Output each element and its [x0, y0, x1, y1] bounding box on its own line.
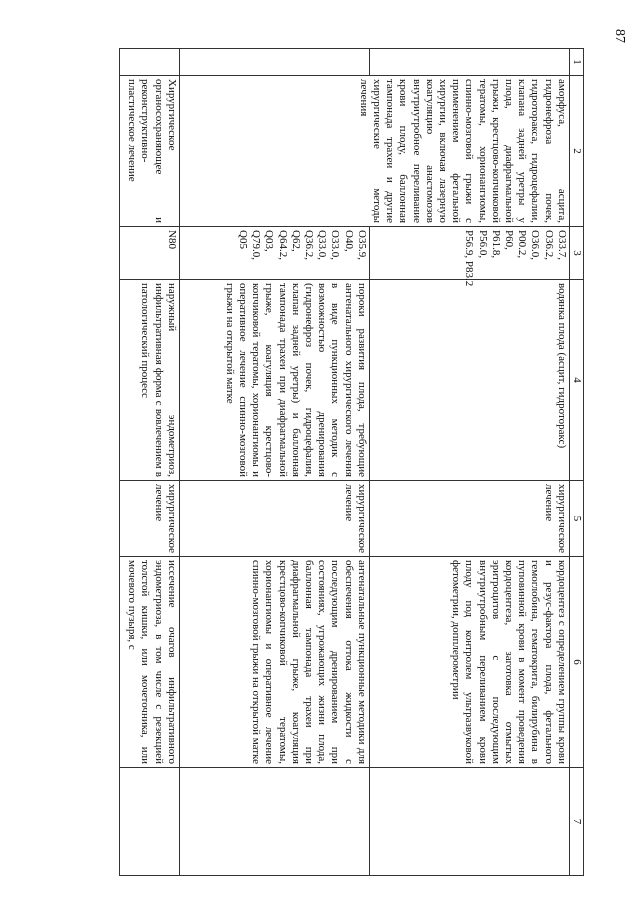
- row-number-cell: [369, 49, 569, 76]
- icd-code: P56.9, P83.2: [463, 230, 476, 287]
- cost-cell: [369, 768, 569, 876]
- method-cell: антенатальные пункционные методики для обеспечения оттока жидкости с последующим дренированием при состояниях, угрожающих жизни плода, баллонная тампонада трахеи при диафрагмальной грыже, коагуляция крестцово-копчиковой тератомы, хорионангиомы и оперативное лечение спинно-мозговой грыжи на открытой матке: [179, 557, 369, 768]
- icd-code: Q03,: [263, 230, 276, 252]
- icd-code: Q05: [236, 230, 249, 249]
- icd-code: O35.9,: [355, 230, 368, 260]
- diagnosis-cell: наружный эндометриоз, инфильтративная форма с вовлечением в патологический процесс: [119, 280, 179, 481]
- column-header: 3: [569, 227, 583, 280]
- icd-code: O33.0,: [329, 230, 342, 260]
- treatment-type-cell: хирургическое лечение: [179, 481, 369, 557]
- treatment-type-cell: хирургическое лечение: [119, 481, 179, 557]
- rotated-page-content: [74, 48, 584, 868]
- icd-codes-cell: [119, 227, 179, 280]
- method-cell: кордоцентез с определением группы крови и резус-фактора плода, фетального гемоглобина, гематокрита, билирубина в пуповинной крови в момент проведения кордоцентеза, заготовка отмытых эритроцитов с последующим внутриутробным переливанием крови плоду под контролем ультразвуковой фетометрии, допплерометрии: [369, 557, 569, 768]
- page-number: 87: [612, 29, 627, 43]
- icd-code: P00.2,: [516, 230, 529, 259]
- table-row: [119, 49, 179, 876]
- column-header: 5: [569, 481, 583, 557]
- care-type-cell: аморфуса, асцита, гидронефроза почек, гидроторакса, гидроцефалии, клапана задней уретры у плода, диафрагмальной грыжи, крестцово-копчиковой тератомы, хорионангиомы, спинно-мозговой грыжи с применением фетальной хирургии, включая лазерную коагуляцию анастомозов внутриутробное переливание крови плоду, баллонная тампонада трахеи и другие хирургические методы лечения: [179, 76, 569, 227]
- icd-codes-cell: [369, 227, 569, 287]
- row-number-cell: [119, 49, 179, 76]
- icd-code: P56.0,: [476, 230, 489, 259]
- icd-code: Q62,: [289, 230, 302, 252]
- column-header: 1: [569, 49, 583, 76]
- icd-code: O36.2,: [542, 230, 555, 260]
- column-number-row: [569, 49, 583, 876]
- icd-code: Q36.2,: [302, 230, 315, 260]
- icd-code: P60,: [502, 230, 515, 250]
- method-cell: иссечение очагов инфильтративного эндометриоза, в том числе с резекцией толстой кишки, или мочеточника, или мочевого пузыря, с: [119, 557, 179, 768]
- care-type-cell: Хирургическое органосохраняющее и реконструктивно-пластическое лечение: [119, 76, 179, 227]
- icd-code: Q33.0,: [316, 230, 329, 260]
- row-number-cell: [179, 49, 369, 76]
- cost-cell: [179, 768, 369, 876]
- column-header: 4: [569, 280, 583, 481]
- icd-codes-cell: [179, 227, 369, 280]
- diagnosis-cell: пороки развития плода, требующие антенатального хирургического лечения в виде пункционных методик с возможностью дренирования (гидронефроз почек, гидроцефалия, клапан задней уретры) и баллонная тампонада трахеи при диафрагмальной грыже, коагуляция крестцово-копчиковой тератомы, хорионангиомы и оперативное лечение спинно-мозговой грыжи на открытой матке: [179, 280, 369, 481]
- column-header: 2: [569, 76, 583, 227]
- icd-code: O36.0,: [529, 230, 542, 260]
- icd-code: O33.7,: [555, 230, 568, 260]
- column-header: 7: [569, 768, 583, 876]
- cost-cell: [119, 768, 179, 876]
- icd-code: N80: [165, 230, 178, 249]
- icd-code: Q64.2,: [276, 230, 289, 260]
- column-header: 6: [569, 557, 583, 768]
- diagnosis-cell: водянка плода (асцит, гидроторакс): [369, 280, 569, 481]
- medical-care-table: [119, 48, 584, 876]
- treatment-type-cell: хирургическое лечение: [369, 481, 569, 557]
- icd-code: O40,: [342, 230, 355, 252]
- table-row: [369, 49, 569, 876]
- icd-code: Q79.0,: [250, 230, 263, 260]
- icd-code: P61.8,: [489, 230, 502, 259]
